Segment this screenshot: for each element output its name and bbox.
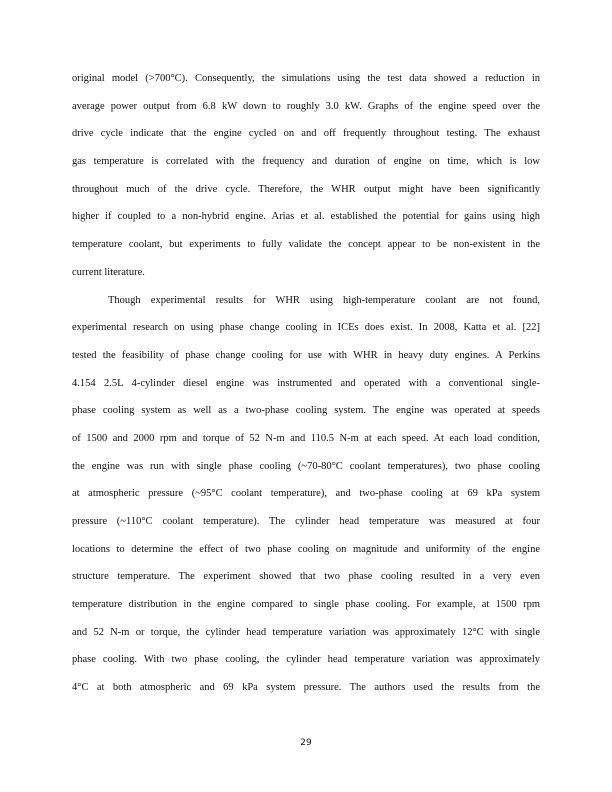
paragraph-line: at atmospheric pressure (~95°C coolant temperature), and two-phase cooling at 69 kPa system	[72, 488, 540, 500]
paragraph-line: average power output from 6.8 kW down to roughly 3.0 kW. Graphs of the engine speed over the	[72, 100, 540, 112]
paragraph-line: tested the feasibility of phase change cooling for use with WHR in heavy duty engines. A Perkins	[72, 349, 540, 361]
paragraph-line: throughout much of the drive cycle. Therefore, the WHR output might have been significantly	[72, 183, 540, 195]
paragraph-line: Though experimental results for WHR using high-temperature coolant are not found,	[108, 294, 540, 306]
body-text	[72, 70, 540, 707]
paragraph-line: phase cooling. With two phase cooling, the cylinder head temperature variation was approximately	[72, 654, 540, 666]
paragraph-line: locations to determine the effect of two phase cooling on magnitude and uniformity of the engine	[72, 543, 540, 555]
paragraph-line: temperature distribution in the engine compared to single phase cooling. For example, at 1500 rpm	[72, 599, 540, 611]
paragraph-line: temperature coolant, but experiments to fully validate the concept appear to be non-existent in the	[72, 239, 540, 251]
paragraph-line: gas temperature is correlated with the frequency and duration of engine on time, which is low	[72, 156, 540, 168]
paragraph-line: the engine was run with single phase cooling (~70-80°C coolant temperatures), two phase cooling	[72, 460, 540, 472]
paragraph-line: original model (>700°C). Consequently, the simulations using the test data showed a reduction in	[72, 73, 540, 84]
paragraph-line: current literature.	[72, 266, 145, 278]
paragraph-line: phase cooling system as well as a two-phase cooling system. The engine was operated at speeds	[72, 405, 540, 417]
paragraph-line: of 1500 and 2000 rpm and torque of 52 N-m and 110.5 N-m at each speed. At each load condition,	[72, 432, 540, 444]
paragraph-line: structure temperature. The experiment showed that two phase cooling resulted in a very even	[72, 571, 540, 583]
paragraph-line: and 52 N-m or torque, the cylinder head temperature variation was approximately 12°C with single	[72, 626, 540, 638]
page-number: 29	[300, 738, 312, 748]
paragraph-line: higher if coupled to a non-hybrid engine. Arias et al. established the potential for gains using high	[72, 211, 540, 223]
paragraph-line: experimental research on using phase change cooling in ICEs does exist. In 2008, Katta et al. [22]	[72, 322, 540, 334]
paragraph-line: drive cycle indicate that the engine cycled on and off frequently throughout testing. The exhaust	[72, 128, 540, 140]
paragraph-line: pressure (~110°C coolant temperature). The cylinder head temperature was measured at four	[72, 516, 540, 527]
paragraph-line: 4°C at both atmospheric and 69 kPa system pressure. The authors used the results from the	[72, 682, 540, 694]
paragraph-line: 4.154 2.5L 4-cylinder diesel engine was instrumented and operated with a conventional single-	[72, 377, 540, 389]
